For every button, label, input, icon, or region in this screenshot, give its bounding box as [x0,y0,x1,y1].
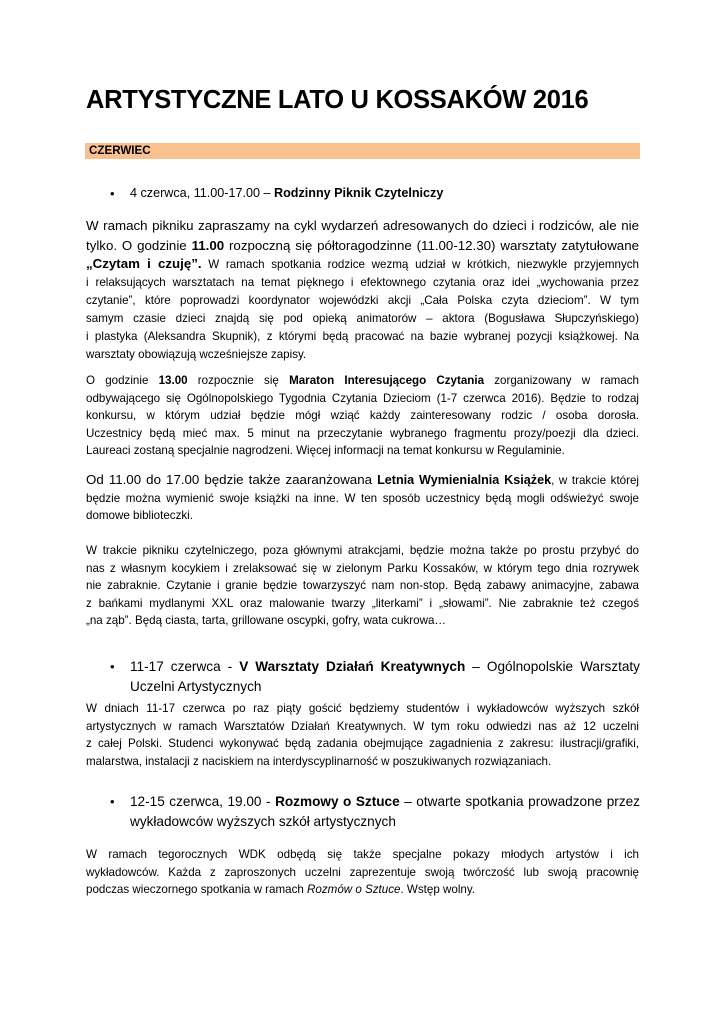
text-line: W trakcie pikniku czytelniczego, poza głównymi atrakcjami, będzie można także po prostu przybyć do [86,544,639,557]
event-name: Rozmowy o Sztuce [275,794,400,809]
text-line: Uczestnicy będą mieć max. 5 minut na przeczytanie wybranego fragmentu prozy/poezji dla dzieci. [86,426,639,440]
text-span: tylko. O godzinie [86,237,192,253]
text-span: – otwarte spotkania prowadzone przez [399,794,640,809]
event-name: Rodzinny Piknik Czytelniczy [273,186,444,200]
text-span: rozpoczną się półtoragodzinne (11.00-12.30) warsztaty zatytułowane [224,237,639,253]
text-italic: Rozmów o Sztuce [307,883,401,897]
text-line: Uczelni Artystycznych [130,679,262,694]
text-span: – Ogólnopolskie Warsztaty [465,659,640,674]
event-date: 12-15 czerwca, 19.00 - [130,794,276,809]
text-line: Laureaci zostaną specjalnie nagrodzeni. Więcej informacji na temat konkursu w Regulaminie. [86,444,565,458]
text-line [86,471,639,490]
text-line: czytanie”, które poprowadzi koordynator wojewódzki akcji „Cała Polska czyta dzieciom”. W tym [86,294,639,307]
paragraph-picnic-intro [86,216,639,255]
text-line: samym czasie dzieci znajdą się pod opieką animatorów – aktora (Bogusława Słupczyńskiego) [86,312,639,325]
text-line [86,255,639,274]
event-date: 4 czerwca, 11.00-17.00 – [130,186,274,200]
text-line: wykładowców. Każda z zaproszonych uczelni zaprezentuje swoją twórczość lub swoją pracownię [86,865,639,879]
text-span: . Wstęp wolny. [400,883,476,897]
text-line: malarstwa, instalacji z naciskiem na interdyscyplinarność w poszukiwanych rozwiązaniach. [86,754,552,768]
text-line: artystycznych w ramach Warsztatów Działań Kreatywnych. W tym roku odwiedzi nas aż 12 uczelni [86,719,639,733]
text-line: W dniach 11-17 czerwca po raz piąty gościć będziemy studentów i wykładowców wyższych szkół [86,702,639,715]
text-line: wykładowców wyższych szkół artystycznych [130,814,396,829]
text-line [86,881,639,899]
paragraph-book-exchange [86,471,639,525]
paragraph-talks [86,846,639,899]
text-line: z całej Polski. Studenci wykonywać będą zadania obejmujące zagadnienia z zakresu: ilustracji/grafiki, [86,737,639,751]
text-span: , w trakcie której [551,474,639,487]
paragraph-picnic-workshop [86,255,639,364]
text-span: W ramach spotkania rodzice wezmą udział w krótkich, niezwykle przyjemnych [201,258,640,271]
month-header: CZERWIEC [85,143,640,159]
text-line: konkursu, w którym udział będzie mógł wziąć każdy zainteresowany rodzic / osoba dorosła. [86,409,639,423]
text-bold: Letnia Wymienialnia Książek [377,473,552,487]
text-line: odbywającego się Ogólnopolskiego Tygodnia Czytania Dzieciom (1-7 czerwca 2016). Będzie to rodzaj [86,391,639,405]
event-date: 11-17 czerwca - [130,659,240,674]
text-bold: 13.00 [158,374,188,387]
paragraph-workshops [86,700,639,770]
event-name: V Warsztaty Działań Kreatywnych [239,659,466,674]
text-span: podczas wieczornego spotkania w ramach [86,883,308,897]
text-line: W ramach pikniku zapraszamy na cykl wydarzeń adresowanych do dzieci i rodziców, ale nie [86,218,639,233]
text-line: nas z własnym kocykiem i zrelaksować się w zielonym Parku Kossaków, w którym tego dnia rozrywek [86,561,639,575]
text-line [86,236,639,256]
event-heading [130,792,640,832]
text-span: rozpocznie się [187,374,290,387]
text-line: „na ząb”. Będą ciasta, tarta, grillowane oscypki, gofry, wata cukrowa… [86,614,446,628]
bullet-icon: • [110,186,115,201]
paragraph-picnic-attractions [86,542,639,630]
paragraph-marathon [86,372,639,460]
text-span: zorganizowany w ramach [484,374,639,387]
text-line: warsztaty obowiązują wcześniejsze zapisy. [86,348,307,361]
text-span: O godzinie [86,374,159,387]
event-heading [130,657,640,697]
text-bold: 11.00 [191,237,225,253]
text-span: Od 11.00 do 17.00 będzie także zaaranżowana [86,472,378,487]
text-bold: Maraton Interesującego Czytania [289,374,485,387]
text-line: będzie można wymienić swoje książki na inne. W ten sposób uczestnicy będą mogli odświeżyć swoje [86,491,639,505]
text-line: i plastyka (Aleksandra Skupnik), z którymi będą pracować na bazie wybranej pozycji książkowej. Na [86,330,639,343]
text-line [130,792,640,812]
text-line: i relaksujących warsztatach na temat pięknego i efektownego czytania oraz idei „wychowania przez [86,276,639,289]
text-line [86,372,639,390]
text-line: nie zabraknie. Czytanie i granie będzie towarzyszyć nam non-stop. Będą zabawy animacyjne, zabawa [86,579,639,593]
text-line: domowe biblioteczki. [86,509,193,523]
page-title: ARTYSTYCZNE LATO U KOSSAKÓW 2016 [86,86,589,114]
text-line [130,657,640,677]
event-heading [130,184,443,203]
text-bold: „Czytam i czuję”. [86,256,202,271]
text-line: W ramach tegorocznych WDK odbędą się także specjalne pokazy młodych artystów i ich [86,848,639,861]
bullet-icon: • [110,659,115,674]
text-line: z bańkami mydlanymi XXL oraz malowanie twarzy „literkami” i „słowami”. Nie zabraknie też czegoś [86,596,639,610]
bullet-icon: • [110,794,115,809]
